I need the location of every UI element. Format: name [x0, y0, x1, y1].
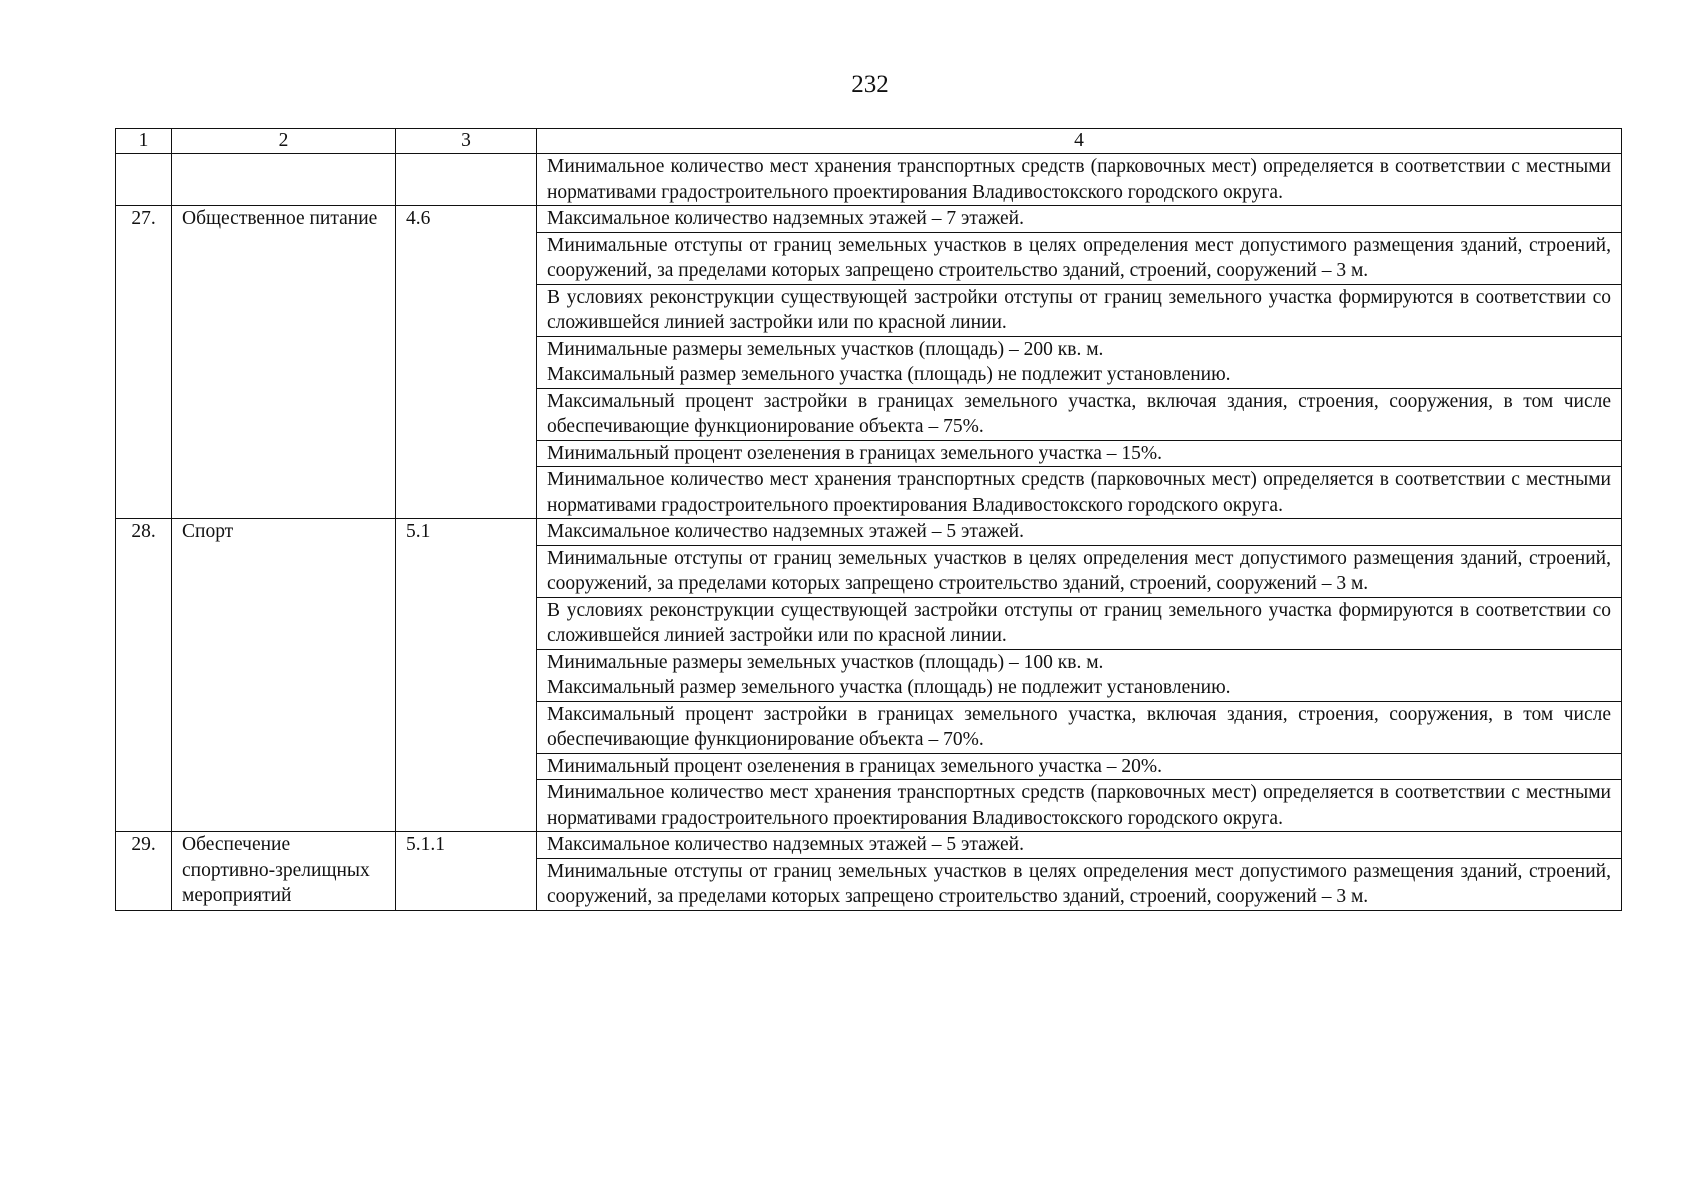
table-header-row: [116, 129, 1622, 154]
param-cell: Минимальные отступы от границ земельных участков в целях определения мест допустимого размещения зданий, строений, сооружений, за пределами которых запрещено строительство зданий, строений, сооружений – 3 м.: [537, 545, 1622, 597]
param-line: Максимальный размер земельного участка (площадь) не подлежит установлению.: [547, 677, 1231, 698]
row-code-cell: [396, 154, 537, 206]
row-name-cell: Обеспечение спортивно-зрелищных мероприятий: [172, 832, 396, 911]
row-number-cell: 28.: [116, 519, 172, 832]
header-cell-1: 1: [116, 129, 172, 154]
row-name-cell: [172, 154, 396, 206]
regulations-table: [115, 128, 1622, 911]
table-row: [116, 519, 1622, 546]
param-cell: Минимальное количество мест хранения транспортных средств (парковочных мест) определяется в соответствии с местными нормативами градостроительного проектирования Владивостокского городского округа.: [537, 467, 1622, 519]
header-cell-4: 4: [537, 129, 1622, 154]
param-cell: [537, 649, 1622, 701]
param-cell: Максимальное количество надземных этажей – 7 этажей.: [537, 206, 1622, 233]
param-line: Минимальные размеры земельных участков (площадь) – 200 кв. м.: [547, 338, 1104, 360]
param-cell: Максимальное количество надземных этажей – 5 этажей.: [537, 832, 1622, 859]
param-cell: Минимальный процент озеленения в границах земельного участка – 20%.: [537, 753, 1622, 780]
row-code-cell: 4.6: [396, 206, 537, 519]
param-cell: Минимальные отступы от границ земельных участков в целях определения мест допустимого размещения зданий, строений, сооружений, за пределами которых запрещено строительство зданий, строений, сооружений – 3 м.: [537, 858, 1622, 910]
row-number-cell: [116, 154, 172, 206]
param-cell: Минимальный процент озеленения в границах земельного участка – 15%.: [537, 440, 1622, 467]
param-cell: [537, 336, 1622, 388]
param-cell: Минимальное количество мест хранения транспортных средств (парковочных мест) определяется в соответствии с местными нормативами градостроительного проектирования Владивостокского городского округа.: [537, 780, 1622, 832]
row-name-cell: Спорт: [172, 519, 396, 832]
row-name-cell: Общественное питание: [172, 206, 396, 519]
table-row: [116, 154, 1622, 206]
table-row: [116, 206, 1622, 233]
row-code-cell: 5.1: [396, 519, 537, 832]
param-cell: В условиях реконструкции существующей застройки отступы от границ земельного участка формируются в соответствии со сложившейся линией застройки или по красной линии.: [537, 597, 1622, 649]
param-line: Минимальные размеры земельных участков (площадь) – 100 кв. м.: [547, 651, 1104, 673]
param-line: Максимальный размер земельного участка (площадь) не подлежит установлению.: [547, 364, 1231, 385]
page-number: 232: [851, 71, 889, 98]
header-cell-2: 2: [172, 129, 396, 154]
param-cell: Максимальный процент застройки в границах земельного участка, включая здания, строения, сооружения, в том числе обеспечивающие функционирование объекта – 70%.: [537, 701, 1622, 753]
row-code-cell: 5.1.1: [396, 832, 537, 911]
row-number-cell: 27.: [116, 206, 172, 519]
param-cell: Минимальное количество мест хранения транспортных средств (парковочных мест) определяется в соответствии с местными нормативами градостроительного проектирования Владивостокского городского округа.: [537, 154, 1622, 206]
param-cell: В условиях реконструкции существующей застройки отступы от границ земельного участка формируются в соответствии со сложившейся линией застройки или по красной линии.: [537, 284, 1622, 336]
param-cell: Максимальный процент застройки в границах земельного участка, включая здания, строения, сооружения, в том числе обеспечивающие функционирование объекта – 75%.: [537, 388, 1622, 440]
header-cell-3: 3: [396, 129, 537, 154]
row-number-cell: 29.: [116, 832, 172, 911]
param-cell: Минимальные отступы от границ земельных участков в целях определения мест допустимого размещения зданий, строений, сооружений, за пределами которых запрещено строительство зданий, строений, сооружений – 3 м.: [537, 232, 1622, 284]
param-cell: Максимальное количество надземных этажей – 5 этажей.: [537, 519, 1622, 546]
table-row: [116, 832, 1622, 859]
